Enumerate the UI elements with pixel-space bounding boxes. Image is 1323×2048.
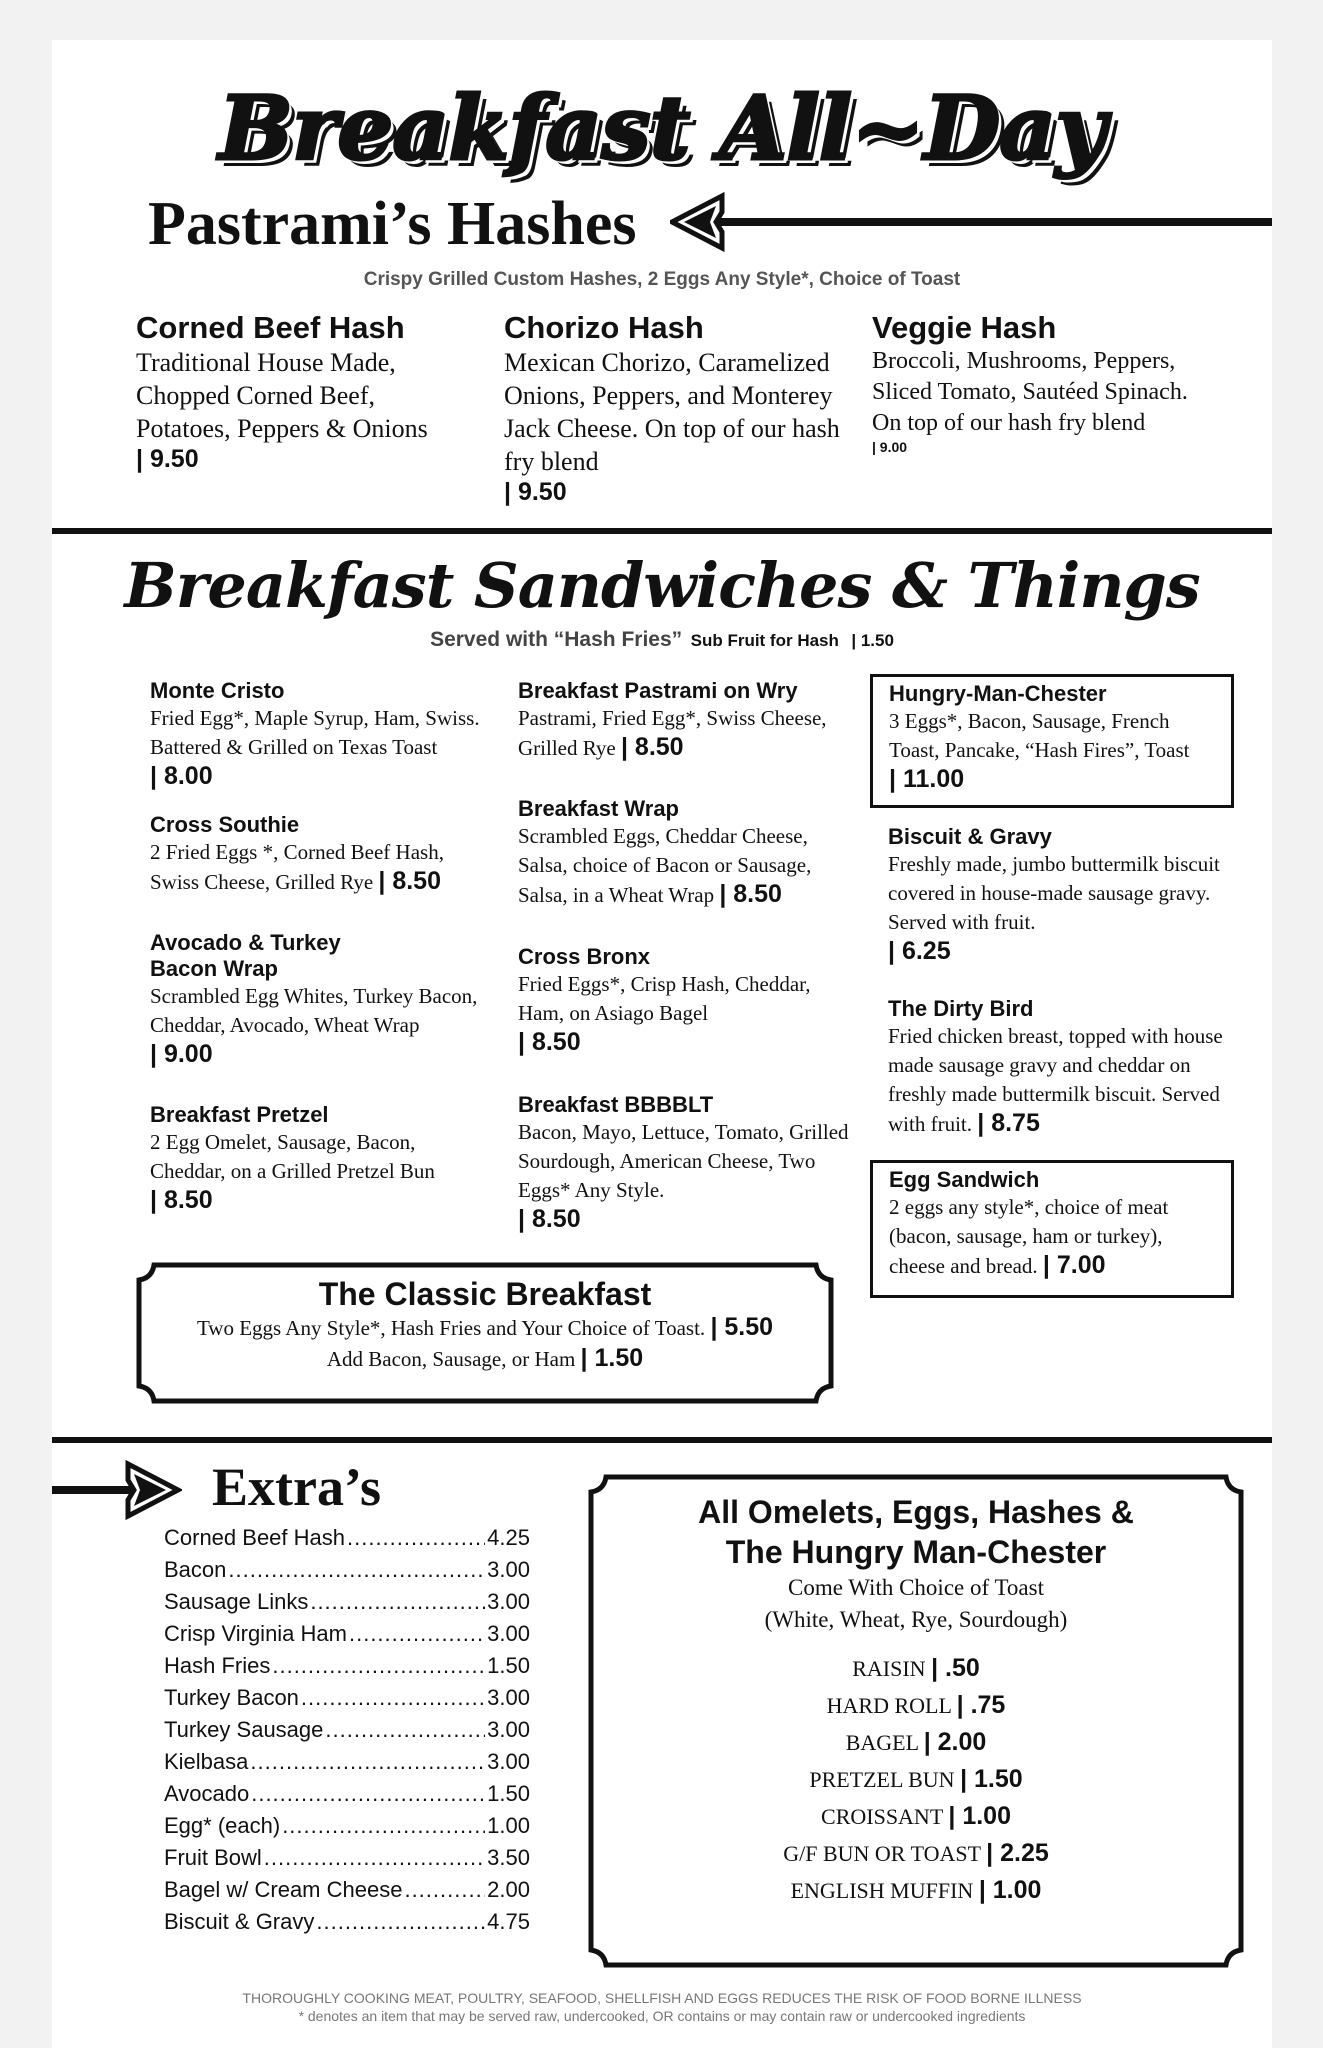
classic-breakfast-title: The Classic Breakfast bbox=[318, 1276, 652, 1312]
toast-item-price: | .75 bbox=[956, 1691, 1006, 1719]
food-warning: THOROUGHLY COOKING MEAT, POULTRY, SEAFOOD, SHELLFISH AND EGGS REDUCES THE RISK OF FOOD BORNE ILLNESS bbox=[242, 1990, 1082, 2006]
extras-item-price: 2.00 bbox=[487, 1877, 530, 1902]
extras-item-price: 4.75 bbox=[487, 1909, 530, 1934]
extras-item-name: Fruit Bowl bbox=[164, 1845, 262, 1870]
hash-item-name: Chorizo Hash bbox=[504, 310, 704, 345]
menu-item-price: | 8.50 bbox=[150, 1186, 213, 1214]
arrow-right-icon bbox=[52, 1460, 182, 1520]
menu-item-desc: Fried Egg*, Maple Syrup, Ham, Swiss. Battered & Grilled on Texas Toast | 8.00 bbox=[150, 706, 480, 790]
extras-item-name: Kielbasa bbox=[164, 1749, 249, 1774]
menu-item-price: | 6.25 bbox=[888, 937, 951, 965]
extras-item-name: Turkey Sausage bbox=[164, 1717, 324, 1742]
toast-row bbox=[588, 1724, 1244, 1761]
menu-item-desc: 2 eggs any style*, choice of meat (bacon, sausage, ham or turkey), cheese and bread. | 7.00 bbox=[889, 1195, 1169, 1279]
menu-item-desc: Pastrami, Fried Egg*, Swiss Cheese, Grilled Rye | 8.50 bbox=[518, 706, 827, 761]
sandwiches-title: Breakfast Sandwiches & Things bbox=[124, 549, 1200, 622]
toast-box bbox=[588, 1474, 1244, 1968]
menu-item-desc: Scrambled Eggs, Cheddar Cheese, Salsa, choice of Bacon or Sausage, Salsa, in a Wheat Wrap | 8.50 bbox=[518, 824, 812, 908]
toast-item-name: CROISSANT bbox=[821, 1804, 943, 1829]
menu-item bbox=[150, 678, 480, 792]
extras-item-name: Bagel w/ Cream Cheese bbox=[164, 1877, 403, 1902]
menu-item-name: Biscuit & Gravy bbox=[888, 824, 1052, 849]
toast-item-name: ENGLISH MUFFIN bbox=[790, 1878, 974, 1903]
leader-dots bbox=[228, 1554, 485, 1586]
hash-item bbox=[136, 310, 476, 474]
menu-page bbox=[52, 40, 1272, 2048]
menu-item-name: Breakfast BBBBLT bbox=[518, 1092, 714, 1117]
extras-title: Extra’s bbox=[212, 1457, 381, 1517]
extras-row bbox=[164, 1906, 530, 1938]
menu-item-price: | 8.75 bbox=[977, 1109, 1040, 1137]
menu-item-name: Hungry-Man-Chester bbox=[889, 681, 1107, 706]
leader-dots bbox=[404, 1874, 485, 1906]
sandwiches-subtitle: Served with “Hash Fries” bbox=[430, 628, 683, 651]
extras-item-name: Biscuit & Gravy bbox=[164, 1909, 315, 1934]
extras-item-price: 3.00 bbox=[487, 1621, 530, 1646]
egg-sandwich-box bbox=[870, 1160, 1234, 1298]
toast-sub2: (White, Wheat, Rye, Sourdough) bbox=[764, 1607, 1068, 1632]
extras-item-name: Egg* (each) bbox=[164, 1813, 281, 1838]
classic-breakfast-price2: | 1.50 bbox=[580, 1344, 644, 1372]
menu-item bbox=[518, 678, 858, 763]
hash-item bbox=[504, 310, 854, 507]
breakfast-all-day-title: Breakfast All~Day bbox=[218, 76, 1106, 180]
toast-item-name: G/F BUN OR TOAST bbox=[783, 1841, 981, 1866]
leader-dots bbox=[310, 1586, 485, 1618]
menu-item-name: Breakfast Pretzel bbox=[150, 1102, 329, 1127]
menu-item bbox=[518, 796, 858, 910]
menu-item bbox=[888, 996, 1234, 1139]
menu-item-name: Cross Southie bbox=[150, 812, 300, 837]
toast-item-name: PRETZEL BUN bbox=[809, 1767, 955, 1792]
classic-breakfast bbox=[136, 1276, 834, 1374]
classic-breakfast-line2: Add Bacon, Sausage, or Ham | 1.50 bbox=[326, 1344, 644, 1372]
hash-item-name: Veggie Hash bbox=[872, 310, 1057, 345]
leader-dots bbox=[325, 1714, 485, 1746]
sub-fruit-label: Sub Fruit for Hash bbox=[690, 631, 839, 650]
menu-item-price: | 8.50 bbox=[378, 867, 441, 895]
menu-item-desc: Scrambled Egg Whites, Turkey Bacon, Cheddar, Avocado, Wheat Wrap | 9.00 bbox=[150, 984, 478, 1068]
extras-item-price: 3.00 bbox=[487, 1685, 530, 1710]
hash-item-price: | 9.50 bbox=[504, 478, 567, 506]
menu-item-price: | 8.50 bbox=[518, 1028, 581, 1056]
menu-item bbox=[518, 944, 858, 1057]
menu-item bbox=[150, 812, 490, 897]
sandwiches-subtitle-row bbox=[52, 628, 1272, 652]
menu-item-name: Cross Bronx bbox=[518, 944, 651, 969]
menu-item-desc: Freshly made, jumbo buttermilk biscuit covered in house-made sausage gravy. Served with fruit. bbox=[888, 852, 1220, 934]
menu-item-name: Egg Sandwich bbox=[889, 1167, 1040, 1192]
section-divider bbox=[52, 1437, 1272, 1443]
extras-item-price: 3.00 bbox=[487, 1589, 530, 1614]
toast-content bbox=[588, 1492, 1244, 1909]
menu-item bbox=[888, 824, 1228, 966]
menu-item bbox=[150, 930, 480, 1070]
hash-item-desc: Traditional House Made, Chopped Corned Beef, Potatoes, Peppers & Onions bbox=[136, 348, 428, 443]
menu-item-desc: 3 Eggs*, Bacon, Sausage, French Toast, Pancake, “Hash Fires”, Toast bbox=[889, 709, 1190, 762]
menu-item-price: | 8.50 bbox=[518, 1205, 581, 1233]
extras-row bbox=[164, 1746, 530, 1778]
menu-item-price: | 9.00 bbox=[150, 1040, 213, 1068]
extras-item-price: 1.50 bbox=[487, 1781, 530, 1806]
extras-row bbox=[164, 1842, 530, 1874]
extras-row bbox=[164, 1650, 530, 1682]
section-divider bbox=[52, 528, 1272, 534]
extras-row bbox=[164, 1522, 530, 1554]
menu-item-price: | 8.00 bbox=[150, 762, 213, 790]
extras-item-price: 3.00 bbox=[487, 1749, 530, 1774]
extras-item-name: Sausage Links bbox=[164, 1589, 309, 1614]
toast-list bbox=[588, 1650, 1244, 1909]
menu-item-desc: Fried Eggs*, Crisp Hash, Cheddar, Ham, on Asiago Bagel bbox=[518, 972, 811, 1025]
leader-dots bbox=[272, 1650, 485, 1682]
sub-fruit-price: | 1.50 bbox=[851, 631, 894, 650]
extras-item-name: Crisp Virginia Ham bbox=[164, 1621, 347, 1646]
menu-item-price: | 8.50 bbox=[719, 880, 782, 908]
extras-row bbox=[164, 1586, 530, 1618]
extras-item-name: Turkey Bacon bbox=[164, 1685, 299, 1710]
leader-dots bbox=[250, 1746, 485, 1778]
hashes-title: Pastrami’s Hashes bbox=[148, 190, 637, 258]
extras-item-price: 3.50 bbox=[487, 1845, 530, 1870]
leader-dots bbox=[264, 1842, 485, 1874]
extras-item-price: 3.00 bbox=[487, 1717, 530, 1742]
extras-item-name: Corned Beef Hash bbox=[164, 1525, 345, 1550]
hash-item-desc: Broccoli, Mushrooms, Peppers, Sliced Tomato, Sautéed Spinach. On top of our hash fry blend bbox=[872, 348, 1188, 436]
hash-item-price: | 9.00 bbox=[872, 439, 908, 455]
menu-item-name: Monte Cristo bbox=[150, 678, 285, 703]
toast-item-price: | 2.25 bbox=[986, 1839, 1049, 1867]
toast-row bbox=[588, 1761, 1244, 1798]
extras-row bbox=[164, 1778, 530, 1810]
classic-breakfast-price1: | 5.50 bbox=[710, 1313, 774, 1341]
leader-dots bbox=[301, 1682, 485, 1714]
toast-row bbox=[588, 1835, 1244, 1872]
hash-item bbox=[872, 310, 1212, 455]
toast-title-line2: The Hungry Man-Chester bbox=[725, 1534, 1107, 1570]
menu-item-price: | 8.50 bbox=[620, 733, 684, 761]
hash-item-name: Corned Beef Hash bbox=[136, 310, 405, 345]
toast-row bbox=[588, 1650, 1244, 1687]
menu-item-price: | 11.00 bbox=[889, 765, 965, 793]
toast-item-price: | 1.00 bbox=[948, 1802, 1011, 1830]
menu-item-name: Breakfast Wrap bbox=[518, 796, 679, 821]
extras-item-price: 3.00 bbox=[487, 1557, 530, 1582]
toast-item-price: | 2.00 bbox=[923, 1728, 987, 1756]
arrow-left-icon bbox=[670, 192, 1272, 252]
extras-row bbox=[164, 1714, 530, 1746]
toast-item-name: BAGEL bbox=[845, 1730, 919, 1755]
extras-item-price: 4.25 bbox=[487, 1525, 530, 1550]
toast-item-price: | 1.50 bbox=[960, 1765, 1023, 1793]
menu-item-name: Avocado & Turkey Bacon Wrap bbox=[150, 930, 341, 981]
toast-row bbox=[588, 1872, 1244, 1909]
leader-dots bbox=[251, 1778, 485, 1810]
toast-sub1: Come With Choice of Toast bbox=[788, 1575, 1044, 1600]
menu-item-desc: 2 Egg Omelet, Sausage, Bacon, Cheddar, on a Grilled Pretzel Bun bbox=[150, 1130, 435, 1183]
extras-item-name: Hash Fries bbox=[164, 1653, 271, 1678]
toast-row bbox=[588, 1798, 1244, 1835]
extras-item-name: Avocado bbox=[164, 1781, 250, 1806]
extras-row bbox=[164, 1618, 530, 1650]
toast-item-name: HARD ROLL bbox=[826, 1693, 952, 1718]
menu-item-name: Breakfast Pastrami on Wry bbox=[518, 678, 798, 703]
hungry-man-chester-box bbox=[870, 674, 1234, 808]
toast-row bbox=[588, 1687, 1244, 1724]
menu-item bbox=[150, 1102, 480, 1215]
extras-item-price: 1.50 bbox=[487, 1653, 530, 1678]
leader-dots bbox=[347, 1522, 485, 1554]
menu-item-desc: Bacon, Mayo, Lettuce, Tomato, Grilled Sourdough, American Cheese, Two Eggs* Any Style. bbox=[518, 1120, 849, 1202]
menu-item-desc: 2 Fried Eggs *, Corned Beef Hash, Swiss Cheese, Grilled Rye | 8.50 bbox=[150, 840, 444, 895]
menu-item-price: | 7.00 bbox=[1042, 1251, 1106, 1279]
toast-item-price: | 1.00 bbox=[978, 1876, 1042, 1904]
toast-item-price: | .50 bbox=[931, 1654, 980, 1682]
extras-row bbox=[164, 1810, 530, 1842]
extras-item-price: 1.00 bbox=[487, 1813, 530, 1838]
extras-row bbox=[164, 1682, 530, 1714]
menu-item bbox=[518, 1092, 858, 1234]
toast-title-line1: All Omelets, Eggs, Hashes & bbox=[698, 1494, 1134, 1530]
leader-dots bbox=[282, 1810, 485, 1842]
extras-row bbox=[164, 1554, 530, 1586]
toast-item-name: RAISIN bbox=[852, 1656, 926, 1681]
classic-breakfast-line1: Two Eggs Any Style*, Hash Fries and Your Choice of Toast. | 5.50 bbox=[196, 1313, 774, 1341]
hash-item-desc: Mexican Chorizo, Caramelized Onions, Peppers, and Monterey Jack Cheese. On top of our hash fry blend bbox=[504, 348, 840, 476]
extras-list bbox=[164, 1522, 530, 1938]
extras-row bbox=[164, 1874, 530, 1906]
leader-dots bbox=[316, 1906, 485, 1938]
menu-item-desc: Fried chicken breast, topped with house made sausage gravy and cheddar on freshly made buttermilk biscuit. Served with fruit. | 8.75 bbox=[888, 1024, 1223, 1137]
raw-note: * denotes an item that may be served raw, undercooked, OR contains or may contain raw or undercooked ingredients bbox=[298, 2008, 1026, 2024]
leader-dots bbox=[349, 1618, 485, 1650]
hashes-subtitle: Crispy Grilled Custom Hashes, 2 Eggs Any Style*, Choice of Toast bbox=[363, 269, 961, 290]
extras-item-name: Bacon bbox=[164, 1557, 227, 1582]
menu-item-name: The Dirty Bird bbox=[888, 996, 1034, 1021]
hash-item-price: | 9.50 bbox=[136, 445, 199, 473]
